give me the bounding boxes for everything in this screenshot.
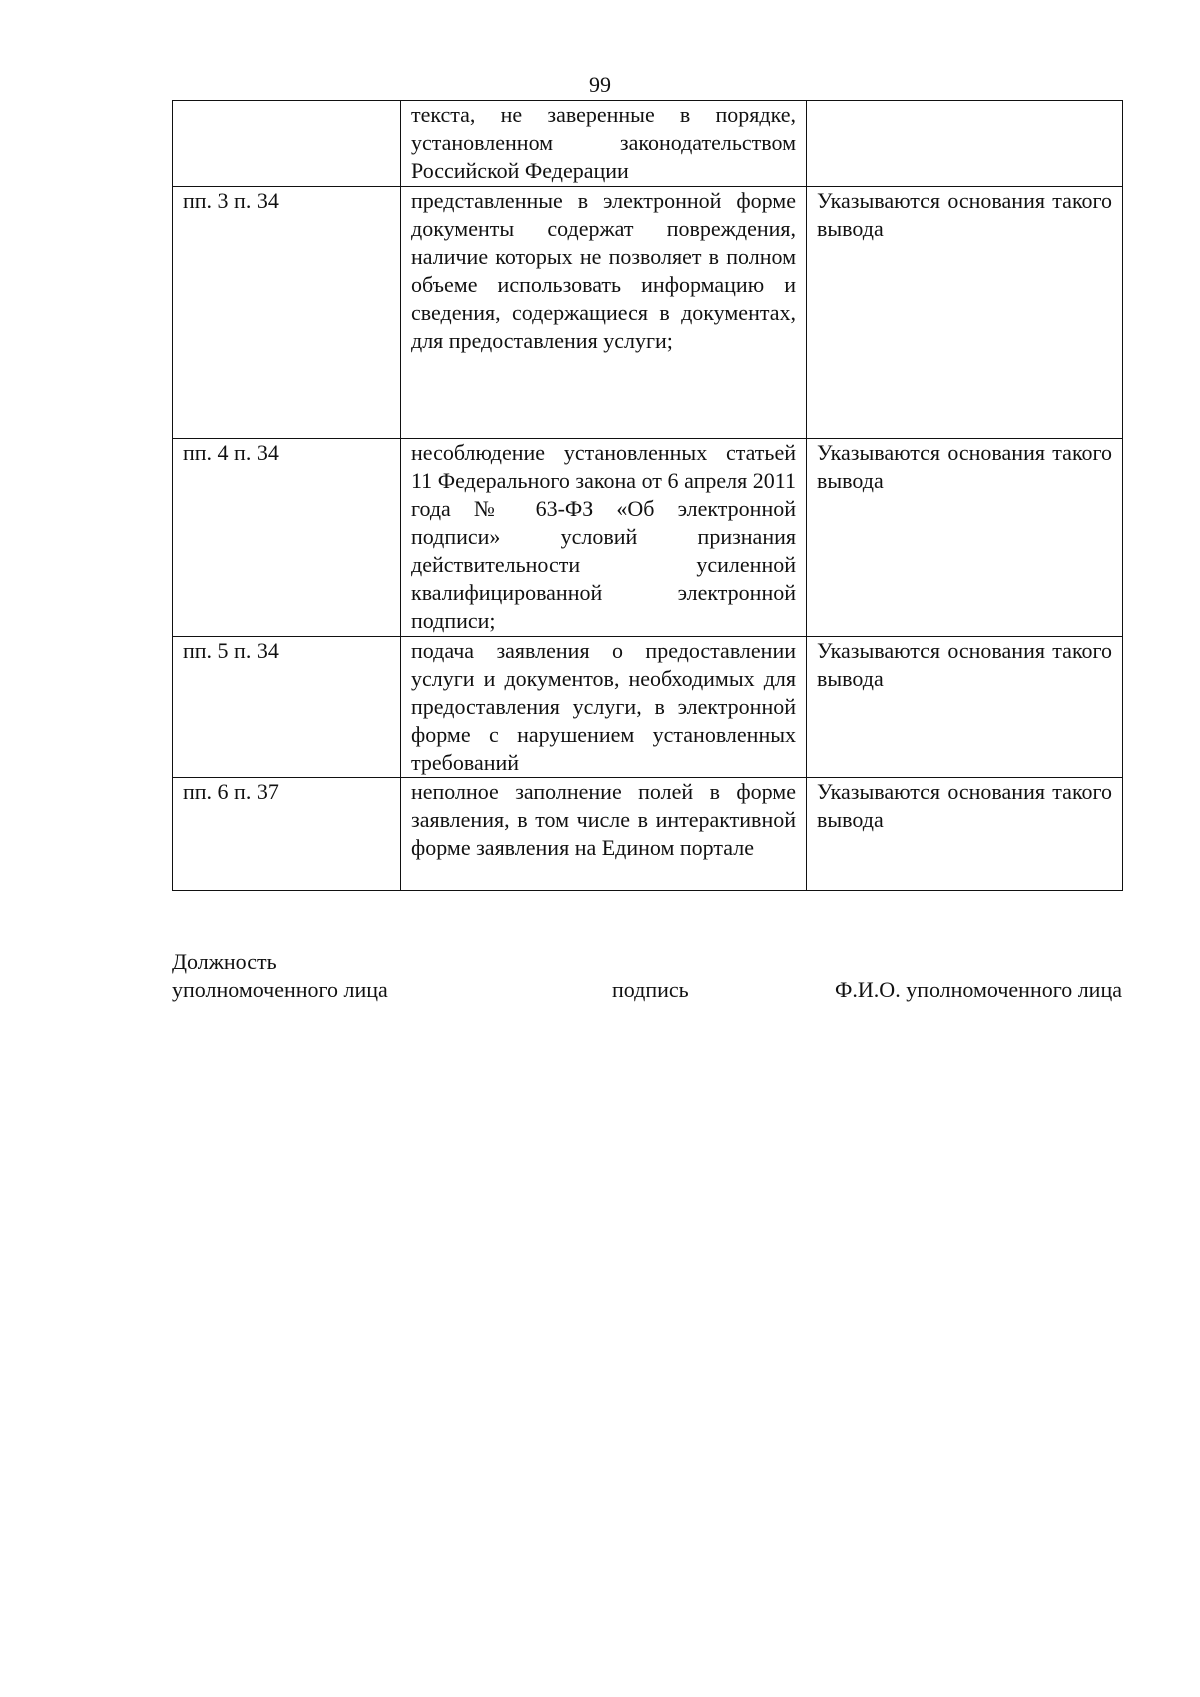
table-row (173, 439, 1123, 637)
reason-cell: подача заявления о предоставлении услуги и документов, необходимых для предоставления услуги, в электронной форме с нарушением установленных требований (401, 637, 807, 778)
explanation-cell (807, 101, 1123, 187)
explanation-cell: Указываются основания такого вывода (807, 778, 1123, 891)
position-label-line2: уполномоченного лица (172, 977, 388, 1002)
clause-ref-cell (173, 101, 401, 187)
explanation-cell: Указываются основания такого вывода (807, 637, 1123, 778)
signature-line (172, 976, 1122, 1004)
grounds-table (172, 100, 1123, 891)
table-row (173, 187, 1123, 439)
table-row (173, 101, 1123, 187)
explanation-cell: Указываются основания такого вывода (807, 439, 1123, 637)
clause-ref-cell: пп. 3 п. 34 (173, 187, 401, 439)
reason-cell: представленные в электронной форме документы содержат повреждения, наличие которых не позволяет в полном объеме использовать информацию и сведения, содержащиеся в документах, для предоставления услуги; (401, 187, 807, 439)
page-number: 99 (589, 72, 611, 97)
reason-cell: неполное заполнение полей в форме заявления, в том числе в интерактивной форме заявления на Едином портале (401, 778, 807, 891)
table-row (173, 778, 1123, 891)
position-label-line1: Должность (172, 949, 277, 974)
reason-cell: несоблюдение установленных статьей 11 Федерального закона от 6 апреля 2011 года № 63-ФЗ «Об электронной подписи» условий признания действительности усиленной квалифицированной электронной подписи; (401, 439, 807, 637)
clause-ref-cell: пп. 4 п. 34 (173, 439, 401, 637)
signature-label: подпись (612, 977, 689, 1002)
clause-ref-cell: пп. 6 п. 37 (173, 778, 401, 891)
explanation-cell: Указываются основания такого вывода (807, 187, 1123, 439)
clause-ref-cell: пп. 5 п. 34 (173, 637, 401, 778)
signature-block (172, 948, 1122, 1004)
table-row (173, 637, 1123, 778)
full-name-label: Ф.И.О. уполномоченного лица (835, 977, 1122, 1002)
reason-cell: текста, не заверенные в порядке, установленном законодательством Российской Федерации (401, 101, 807, 187)
